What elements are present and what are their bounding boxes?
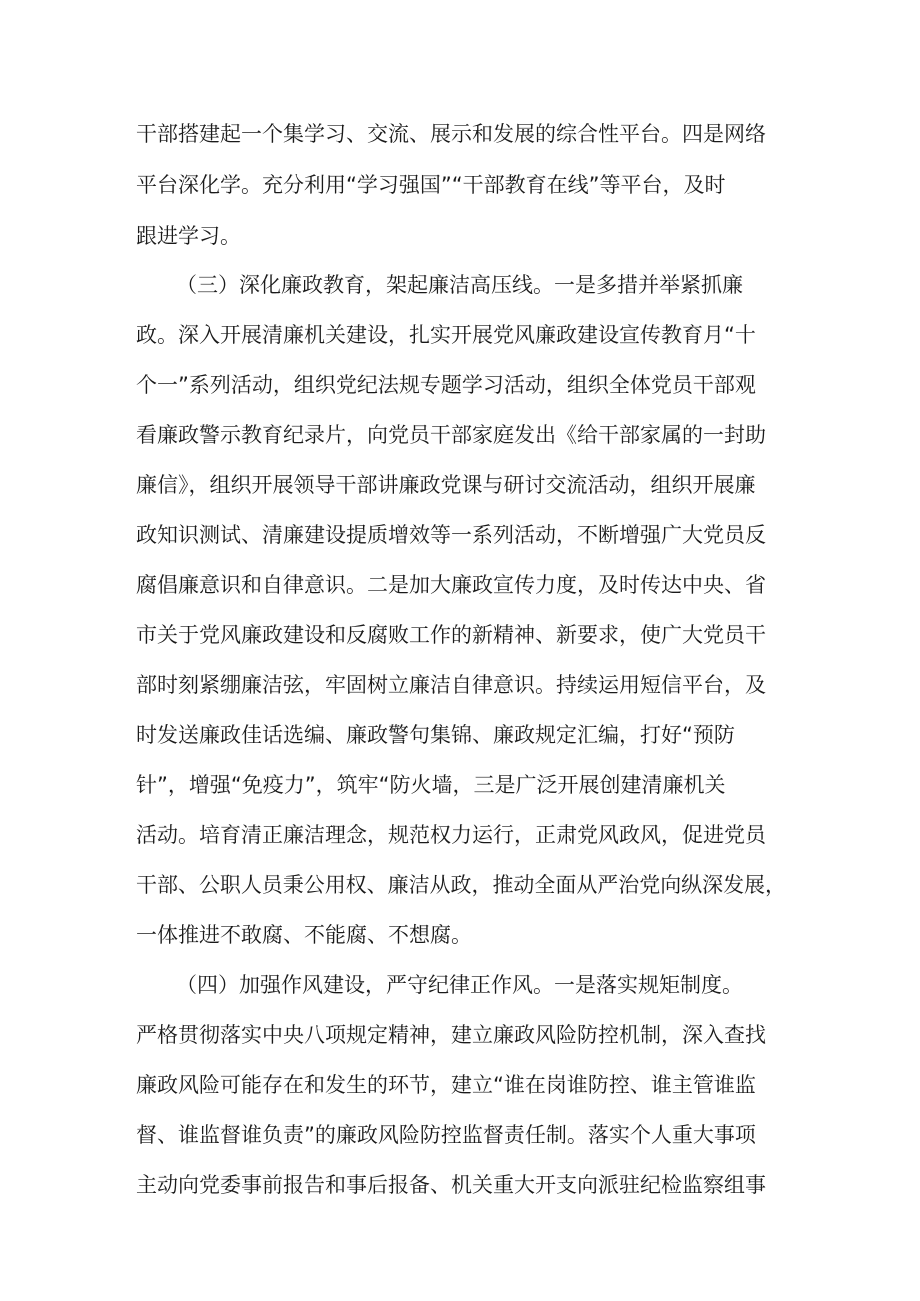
section-heading-line: （三）深化廉政教育，架起廉洁高压线。一是多措并举紧抓廉: [176, 273, 743, 297]
text-line: 部时刻紧绷廉洁弦，牢固树立廉洁自律意识。持续运用短信平台，及: [136, 673, 766, 697]
text-line: 一体推进不敢腐、不能腐、不想腐。: [136, 923, 472, 947]
text-line: 廉信》，组织开展领导干部讲廉政党课与研讨交流活动，组织开展廉: [136, 473, 756, 497]
text-line: 时发送廉政佳话选编、廉政警句集锦、廉政规定汇编，打好“预防: [136, 723, 735, 747]
text-line: 市关于党风廉政建设和反腐败工作的新精神、新要求，使广大党员干: [136, 623, 766, 647]
text-line: 干部、公职人员秉公用权、廉洁从政，推动全面从严治党向纵深发展，: [136, 873, 786, 897]
text-line: 跟进学习。: [136, 224, 241, 248]
text-line: 政。深入开展清廉机关建设，扎实开展党风廉政建设宣传教育月“十: [136, 323, 756, 347]
text-line: 严格贯彻落实中央八项规定精神，建立廉政风险防控机制，深入查找: [136, 1023, 766, 1047]
text-line: 腐倡廉意识和自律意识。二是加大廉政宣传力度，及时传达中央、省: [136, 573, 766, 597]
section-heading-line: （四）加强作风建设，严守纪律正作风。一是落实规矩制度。: [176, 973, 743, 997]
text-line: 个一”系列活动，组织党纪法规专题学习活动，组织全体党员干部观: [136, 373, 756, 397]
text-line: 督、谁监督谁负责”的廉政风险防控监督责任制。落实个人重大事项: [136, 1123, 756, 1147]
text-line: 活动。培育清正廉洁理念，规范权力运行，正肃党风政风，促进党员: [136, 823, 766, 847]
text-line: 主动向党委事前报告和事后报备、机关重大开支向派驻纪检监察组事: [136, 1173, 766, 1197]
text-line: 针”，增强“免疫力”，筑牢“防火墙，三是广泛开展创建清廉机关: [136, 773, 726, 797]
text-line: 平台深化学。充分利用“学习强国”“干部教育在线”等平台，及时: [136, 173, 726, 197]
text-line: 政知识测试、清廉建设提质增效等一系列活动，不断增强广大党员反: [136, 523, 766, 547]
text-line: 廉政风险可能存在和发生的环节，建立“谁在岗谁防控、谁主管谁监: [136, 1073, 756, 1097]
text-line: 干部搭建起一个集学习、交流、展示和发展的综合性平台。四是网络: [136, 122, 766, 146]
text-line: 看廉政警示教育纪录片，向党员干部家庭发出《给干部家属的一封助: [136, 423, 766, 447]
